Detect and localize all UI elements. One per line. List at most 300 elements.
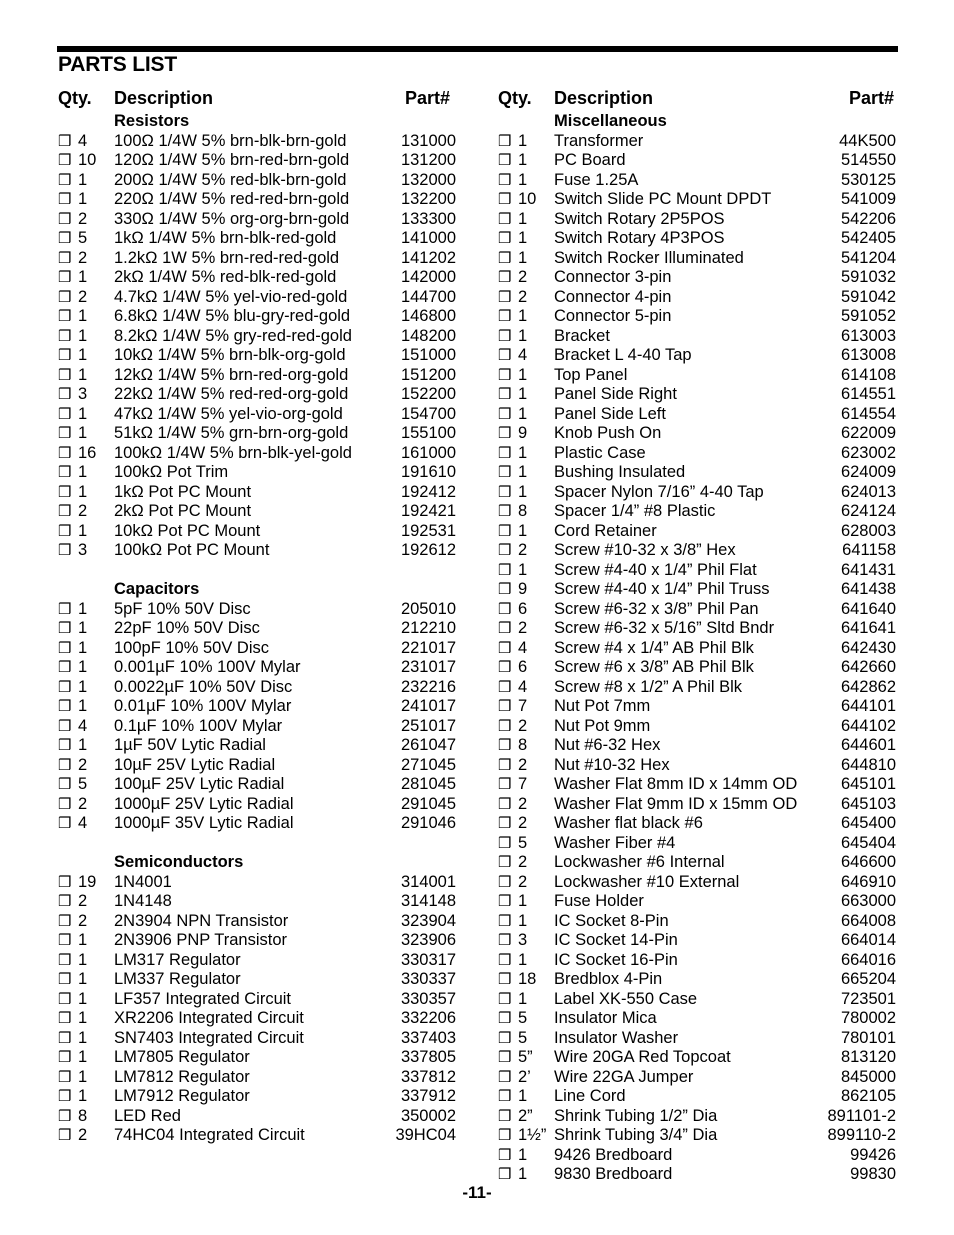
part-qty: 4 xyxy=(78,814,88,832)
part-qty: 1 xyxy=(78,307,88,325)
checkbox-icon[interactable]: ❒ xyxy=(58,230,72,247)
part-qty: 8 xyxy=(518,736,528,754)
checkbox-icon[interactable]: ❒ xyxy=(58,542,72,559)
part-qty: 2 xyxy=(518,268,528,286)
checkbox-icon[interactable]: ❒ xyxy=(498,327,512,345)
part-description: Knob Push On xyxy=(554,424,662,442)
part-row xyxy=(58,892,458,912)
part-row xyxy=(498,600,898,620)
part-row xyxy=(498,210,898,230)
part-number: 337805 xyxy=(400,1048,456,1066)
part-qty: 10 xyxy=(518,190,537,208)
part-qty: 2’ xyxy=(518,1067,531,1086)
part-row xyxy=(58,814,458,834)
part-row xyxy=(498,990,898,1010)
part-number: 623002 xyxy=(840,443,896,462)
checkbox-icon[interactable]: ❒ xyxy=(498,405,512,423)
part-number: 132200 xyxy=(400,190,456,208)
part-description: Panel Side Right xyxy=(554,385,677,403)
part-row xyxy=(58,522,458,542)
part-qty: 2” xyxy=(518,1106,533,1125)
part-row xyxy=(58,658,458,678)
checkbox-icon[interactable]: ❒ xyxy=(58,1127,72,1144)
part-row xyxy=(498,541,898,561)
part-description: 2kΩ 1/4W 5% red-blk-red-gold xyxy=(114,268,337,286)
checkbox-icon[interactable]: ❒ xyxy=(498,756,512,774)
checkbox-icon[interactable]: ❒ xyxy=(498,873,512,891)
part-qty: 9 xyxy=(518,580,528,598)
checkbox-icon[interactable]: ❒ xyxy=(58,1029,72,1047)
checkbox-icon[interactable]: ❒ xyxy=(498,1107,512,1125)
part-number: 614554 xyxy=(840,404,896,423)
part-number: 664014 xyxy=(840,931,896,949)
checkbox-icon[interactable]: ❒ xyxy=(58,912,72,930)
checkbox-icon[interactable]: ❒ xyxy=(58,171,72,189)
part-description: Transformer xyxy=(554,131,644,150)
checkbox-icon[interactable]: ❒ xyxy=(498,717,512,735)
part-row xyxy=(58,541,458,561)
part-row xyxy=(58,210,458,230)
part-description: Screw #6-32 x 5/16” Sltd Bndr xyxy=(554,619,775,637)
part-row xyxy=(498,951,898,971)
part-qty: 2 xyxy=(518,814,528,832)
part-description: Spacer 1/4” #8 Plastic xyxy=(554,502,716,520)
checkbox-icon[interactable]: ❒ xyxy=(498,366,512,384)
part-qty: 19 xyxy=(78,872,97,891)
part-number: 271045 xyxy=(400,755,456,774)
part-row xyxy=(498,502,898,522)
checkbox-icon[interactable]: ❒ xyxy=(58,132,72,150)
part-qty: 1 xyxy=(518,443,528,462)
part-row xyxy=(498,1126,898,1146)
part-description: 0.01µF 10% 100V Mylar xyxy=(114,697,292,715)
part-description: Washer Flat 9mm ID x 15mm OD xyxy=(554,794,798,813)
checkbox-icon[interactable]: ❒ xyxy=(498,230,512,247)
page-title: PARTS LIST xyxy=(58,53,177,76)
checkbox-icon[interactable]: ❒ xyxy=(58,191,72,208)
part-description: 100Ω 1/4W 5% brn-blk-brn-gold xyxy=(114,131,347,150)
part-qty: 1 xyxy=(518,1087,528,1105)
part-qty: 2 xyxy=(78,248,88,267)
qty-header: Qty. xyxy=(498,88,532,108)
checkbox-icon[interactable]: ❒ xyxy=(498,659,512,676)
checkbox-icon[interactable]: ❒ xyxy=(498,210,512,228)
part-number: 646600 xyxy=(840,853,896,871)
checkbox-icon[interactable]: ❒ xyxy=(498,191,512,208)
part-number: 314148 xyxy=(400,892,456,910)
part-qty: 4 xyxy=(518,677,528,696)
checkbox-icon[interactable]: ❒ xyxy=(498,386,512,403)
part-description: 1kΩ Pot PC Mount xyxy=(114,482,252,501)
checkbox-icon[interactable]: ❒ xyxy=(498,854,512,871)
part-number: 232216 xyxy=(400,677,456,696)
part-number: 337812 xyxy=(400,1067,456,1086)
checkbox-icon[interactable]: ❒ xyxy=(498,249,512,267)
part-description: Screw #4-40 x 1/4” Phil Truss xyxy=(554,580,770,598)
part-qty: 2 xyxy=(518,853,528,871)
part-row xyxy=(58,366,458,386)
checkbox-icon[interactable]: ❒ xyxy=(58,698,72,715)
checkbox-icon[interactable]: ❒ xyxy=(498,444,512,462)
checkbox-icon[interactable]: ❒ xyxy=(58,288,72,306)
part-qty: 1 xyxy=(78,1087,88,1105)
part-qty: 1 xyxy=(78,950,88,969)
part-row xyxy=(58,1048,458,1068)
part-description: Plastic Case xyxy=(554,443,646,462)
checkbox-icon[interactable]: ❒ xyxy=(498,912,512,930)
part-row xyxy=(58,1009,458,1029)
part-number: 146800 xyxy=(400,307,456,325)
part-number: 151000 xyxy=(400,346,456,364)
checkbox-icon[interactable]: ❒ xyxy=(58,1088,72,1105)
checkbox-icon[interactable]: ❒ xyxy=(58,444,72,462)
checkbox-icon[interactable]: ❒ xyxy=(498,990,512,1008)
part-row xyxy=(498,522,898,542)
part-row xyxy=(58,678,458,698)
part-row xyxy=(498,717,898,737)
part-row xyxy=(498,1146,898,1166)
part-number: 131000 xyxy=(400,131,456,150)
part-row xyxy=(498,912,898,932)
part-qty: 1 xyxy=(518,326,528,345)
part-qty: 1 xyxy=(78,619,88,637)
part-row xyxy=(58,327,458,347)
checkbox-icon[interactable]: ❒ xyxy=(58,522,72,540)
part-row xyxy=(58,307,458,327)
checkbox-icon[interactable]: ❒ xyxy=(498,1029,512,1047)
part-qty: 1 xyxy=(78,170,88,189)
part-description: 2N3906 PNP Transistor xyxy=(114,931,288,949)
part-number: 191610 xyxy=(400,463,456,481)
part-row xyxy=(498,307,898,327)
part-number: 154700 xyxy=(400,404,456,423)
checkbox-icon[interactable]: ❒ xyxy=(58,210,72,228)
checkbox-icon[interactable]: ❒ xyxy=(58,1068,72,1086)
part-qty: 1 xyxy=(518,209,528,228)
part-number: 155100 xyxy=(400,424,456,442)
part-number: 541009 xyxy=(840,190,896,208)
part-qty: 1 xyxy=(518,950,528,969)
part-number: 591042 xyxy=(840,287,896,306)
part-number: 613003 xyxy=(840,326,896,345)
part-number: 645103 xyxy=(840,794,896,813)
checkbox-icon[interactable]: ❒ xyxy=(58,308,72,325)
part-qty: 1 xyxy=(78,989,88,1008)
part-number: 780002 xyxy=(840,1009,896,1027)
part-description: 100µF 25V Lytic Radial xyxy=(114,775,285,793)
checkbox-icon[interactable]: ❒ xyxy=(58,932,72,949)
part-number: 862105 xyxy=(840,1087,896,1105)
checkbox-icon[interactable]: ❒ xyxy=(498,522,512,540)
checkbox-icon[interactable]: ❒ xyxy=(498,171,512,189)
part-description: Nut Pot 7mm xyxy=(554,697,651,715)
checkbox-icon[interactable]: ❒ xyxy=(498,1166,512,1183)
part-row xyxy=(58,229,458,249)
part-description: IC Socket 16-Pin xyxy=(554,950,678,969)
part-qty: 7 xyxy=(518,775,528,793)
checkbox-icon[interactable]: ❒ xyxy=(498,951,512,969)
part-description: Screw #4 x 1/4” AB Phil Blk xyxy=(554,638,754,657)
section-spacer xyxy=(58,834,458,854)
part-number: 642660 xyxy=(840,658,896,676)
part-description: 200Ω 1/4W 5% red-blk-brn-gold xyxy=(114,170,347,189)
checkbox-icon[interactable]: ❒ xyxy=(498,503,512,520)
part-row xyxy=(58,990,458,1010)
checkbox-icon[interactable]: ❒ xyxy=(498,834,512,852)
checkbox-icon[interactable]: ❒ xyxy=(58,639,72,657)
checkbox-icon[interactable]: ❒ xyxy=(58,600,72,618)
part-row xyxy=(498,834,898,854)
part-description: 0.1µF 10% 100V Mylar xyxy=(114,716,283,735)
part-row xyxy=(498,970,898,990)
part-qty: 1 xyxy=(518,365,528,384)
part-description: Switch Rotary 4P3POS xyxy=(554,229,725,247)
checkbox-icon[interactable]: ❒ xyxy=(58,737,72,754)
part-number: 205010 xyxy=(400,599,456,618)
checkbox-icon[interactable]: ❒ xyxy=(58,425,72,442)
checkbox-icon[interactable]: ❒ xyxy=(58,152,72,169)
part-description: XR2206 Integrated Circuit xyxy=(114,1009,304,1027)
part-number: 99830 xyxy=(850,1165,896,1183)
part-row xyxy=(498,931,898,951)
checkbox-icon[interactable]: ❒ xyxy=(58,347,72,364)
part-description: 47kΩ 1/4W 5% yel-vio-org-gold xyxy=(114,404,343,423)
part-qty: 1 xyxy=(78,677,88,696)
part-row xyxy=(58,268,458,288)
checkbox-icon[interactable]: ❒ xyxy=(498,308,512,325)
part-description: Nut #10-32 Hex xyxy=(554,755,670,774)
part-number: 641438 xyxy=(840,580,896,598)
part-qty: 1 xyxy=(518,463,528,481)
checkbox-icon[interactable]: ❒ xyxy=(498,1088,512,1105)
checkbox-icon[interactable]: ❒ xyxy=(498,1068,512,1086)
part-row xyxy=(58,463,458,483)
part-row xyxy=(498,795,898,815)
part-description: 6.8kΩ 1/4W 5% blu-gry-red-gold xyxy=(114,307,351,325)
part-qty: 1½” xyxy=(518,1126,547,1144)
part-qty: 2 xyxy=(78,892,88,910)
part-description: 1.2kΩ 1W 5% brn-red-red-gold xyxy=(114,248,340,267)
part-number: 291046 xyxy=(400,814,456,832)
part-row xyxy=(498,853,898,873)
checkbox-icon[interactable]: ❒ xyxy=(498,639,512,657)
checkbox-icon[interactable]: ❒ xyxy=(498,561,512,579)
checkbox-icon[interactable]: ❒ xyxy=(58,971,72,988)
part-description: 2kΩ Pot PC Mount xyxy=(114,502,252,520)
checkbox-icon[interactable]: ❒ xyxy=(498,347,512,364)
checkbox-icon[interactable]: ❒ xyxy=(498,795,512,813)
part-number: 614108 xyxy=(840,365,896,384)
checkbox-icon[interactable]: ❒ xyxy=(498,678,512,696)
part-description: Washer flat black #6 xyxy=(554,814,703,832)
part-qty: 1 xyxy=(78,697,88,715)
part-qty: 9 xyxy=(518,424,528,442)
checkbox-icon[interactable]: ❒ xyxy=(58,717,72,735)
checkbox-icon[interactable]: ❒ xyxy=(58,405,72,423)
part-number: 645400 xyxy=(840,814,896,832)
part-row xyxy=(498,1165,898,1185)
part-qty: 2 xyxy=(518,872,528,891)
part-qty: 2 xyxy=(78,911,88,930)
part-qty: 1 xyxy=(78,970,88,988)
part-description: Shrink Tubing 3/4” Dia xyxy=(554,1126,718,1144)
part-number: 337403 xyxy=(400,1028,456,1047)
part-description: 4.7kΩ 1/4W 5% yel-vio-red-gold xyxy=(114,287,348,306)
checkbox-icon[interactable]: ❒ xyxy=(498,698,512,715)
part-row xyxy=(58,795,458,815)
checkbox-icon[interactable]: ❒ xyxy=(498,269,512,286)
part-number: 212210 xyxy=(400,619,456,637)
checkbox-icon[interactable]: ❒ xyxy=(498,600,512,618)
checkbox-icon[interactable]: ❒ xyxy=(58,990,72,1008)
part-qty: 1 xyxy=(518,911,528,930)
part-row xyxy=(498,1009,898,1029)
column-header xyxy=(498,88,898,112)
part-qty: 2 xyxy=(78,1126,88,1144)
part-description: Spacer Nylon 7/16” 4-40 Tap xyxy=(554,482,764,501)
part-qty: 1 xyxy=(518,1145,528,1164)
part-description: PC Board xyxy=(554,151,626,169)
checkbox-icon[interactable]: ❒ xyxy=(498,893,512,910)
part-description: 100kΩ Pot Trim xyxy=(114,463,229,481)
section-heading: Semiconductors xyxy=(114,853,244,871)
checkbox-icon[interactable]: ❒ xyxy=(498,581,512,598)
part-description: Lockwasher #6 Internal xyxy=(554,853,725,871)
part-qty: 2 xyxy=(518,755,528,774)
checkbox-icon[interactable]: ❒ xyxy=(58,620,72,637)
part-qty: 2 xyxy=(78,755,88,774)
checkbox-icon[interactable]: ❒ xyxy=(498,288,512,306)
part-description: Switch Rocker Illuminated xyxy=(554,248,744,267)
part-qty: 1 xyxy=(78,599,88,618)
part-qty: 1 xyxy=(518,560,528,579)
part-description: Shrink Tubing 1/2” Dia xyxy=(554,1106,718,1125)
part-description: 1N4001 xyxy=(114,872,172,891)
part-description: Bushing Insulated xyxy=(554,463,686,481)
part-description: IC Socket 8-Pin xyxy=(554,911,669,930)
checkbox-icon[interactable]: ❒ xyxy=(498,1146,512,1164)
part-header: Part# xyxy=(848,88,894,108)
part-qty: 5 xyxy=(78,775,88,793)
checkbox-icon[interactable]: ❒ xyxy=(58,1049,72,1066)
part-description: 5pF 10% 50V Disc xyxy=(114,599,251,618)
checkbox-icon[interactable]: ❒ xyxy=(498,1049,512,1066)
checkbox-icon[interactable]: ❒ xyxy=(58,1010,72,1027)
part-description: Switch Rotary 2P5POS xyxy=(554,209,725,228)
part-qty: 5” xyxy=(518,1048,533,1066)
part-qty: 5 xyxy=(518,1028,528,1047)
checkbox-icon[interactable]: ❒ xyxy=(498,776,512,793)
part-number: 231017 xyxy=(400,658,456,676)
part-number: 628003 xyxy=(840,521,896,540)
part-row xyxy=(498,463,898,483)
part-qty: 1 xyxy=(518,248,528,267)
part-description: 220Ω 1/4W 5% red-red-brn-gold xyxy=(114,190,350,208)
part-description: Screw #10-32 x 3/8” Hex xyxy=(554,541,736,559)
checkbox-icon[interactable]: ❒ xyxy=(58,659,72,676)
checkbox-icon[interactable]: ❒ xyxy=(498,971,512,988)
checkbox-icon[interactable]: ❒ xyxy=(58,795,72,813)
part-description: LM7812 Regulator xyxy=(114,1067,250,1086)
checkbox-icon[interactable]: ❒ xyxy=(498,464,512,481)
checkbox-icon[interactable]: ❒ xyxy=(498,737,512,754)
checkbox-icon[interactable]: ❒ xyxy=(58,366,72,384)
part-row xyxy=(498,327,898,347)
part-description: Screw #4-40 x 1/4” Phil Flat xyxy=(554,560,757,579)
part-number: 613008 xyxy=(840,346,896,364)
part-qty: 1 xyxy=(78,190,88,208)
checkbox-icon[interactable]: ❒ xyxy=(58,893,72,910)
checkbox-icon[interactable]: ❒ xyxy=(498,1010,512,1027)
part-number: 813120 xyxy=(840,1048,896,1066)
checkbox-icon[interactable]: ❒ xyxy=(58,1107,72,1125)
part-number: 152200 xyxy=(400,385,456,403)
part-description: 12kΩ 1/4W 5% brn-red-org-gold xyxy=(114,365,349,384)
checkbox-icon[interactable]: ❒ xyxy=(498,132,512,150)
part-row xyxy=(498,561,898,581)
part-description: Fuse Holder xyxy=(554,892,644,910)
checkbox-icon[interactable]: ❒ xyxy=(58,269,72,286)
part-number: 241017 xyxy=(400,697,456,715)
checkbox-icon[interactable]: ❒ xyxy=(498,1127,512,1144)
part-description: Insulator Mica xyxy=(554,1009,657,1027)
checkbox-icon[interactable]: ❒ xyxy=(58,756,72,774)
checkbox-icon[interactable]: ❒ xyxy=(58,249,72,267)
part-row xyxy=(498,132,898,152)
part-number: 281045 xyxy=(400,775,456,793)
part-number: 44K500 xyxy=(839,131,896,150)
checkbox-icon[interactable]: ❒ xyxy=(58,873,72,891)
part-number: 514550 xyxy=(840,151,896,169)
part-row xyxy=(58,288,458,308)
part-qty: 4 xyxy=(78,131,88,150)
checkbox-icon[interactable]: ❒ xyxy=(498,425,512,442)
checkbox-icon[interactable]: ❒ xyxy=(58,815,72,832)
checkbox-icon[interactable]: ❒ xyxy=(58,678,72,696)
part-description: Washer Fiber #4 xyxy=(554,833,676,852)
checkbox-icon[interactable]: ❒ xyxy=(58,483,72,501)
checkbox-icon[interactable]: ❒ xyxy=(498,815,512,832)
checkbox-icon[interactable]: ❒ xyxy=(498,932,512,949)
part-qty: 1 xyxy=(78,346,88,364)
checkbox-icon[interactable]: ❒ xyxy=(498,483,512,501)
checkbox-icon[interactable]: ❒ xyxy=(498,620,512,637)
part-description: Connector 4-pin xyxy=(554,287,672,306)
part-qty: 5 xyxy=(78,229,88,247)
checkbox-icon[interactable]: ❒ xyxy=(58,464,72,481)
checkbox-icon[interactable]: ❒ xyxy=(58,951,72,969)
checkbox-icon[interactable]: ❒ xyxy=(498,542,512,559)
checkbox-icon[interactable]: ❒ xyxy=(58,327,72,345)
part-description: Fuse 1.25A xyxy=(554,170,639,189)
checkbox-icon[interactable]: ❒ xyxy=(58,386,72,403)
part-number: 624013 xyxy=(840,482,896,501)
part-number: 591032 xyxy=(840,268,896,286)
checkbox-icon[interactable]: ❒ xyxy=(58,776,72,793)
checkbox-icon[interactable]: ❒ xyxy=(498,152,512,169)
part-number: 314001 xyxy=(400,872,456,891)
checkbox-icon[interactable]: ❒ xyxy=(58,503,72,520)
part-qty: 8 xyxy=(518,502,528,520)
part-number: 624009 xyxy=(840,463,896,481)
part-row xyxy=(498,658,898,678)
part-description: Screw #8 x 1/2” A Phil Blk xyxy=(554,677,743,696)
part-row xyxy=(58,132,458,152)
part-number: 723501 xyxy=(840,989,896,1008)
part-row xyxy=(58,483,458,503)
part-number: 132000 xyxy=(400,170,456,189)
part-number: 641640 xyxy=(840,599,896,618)
